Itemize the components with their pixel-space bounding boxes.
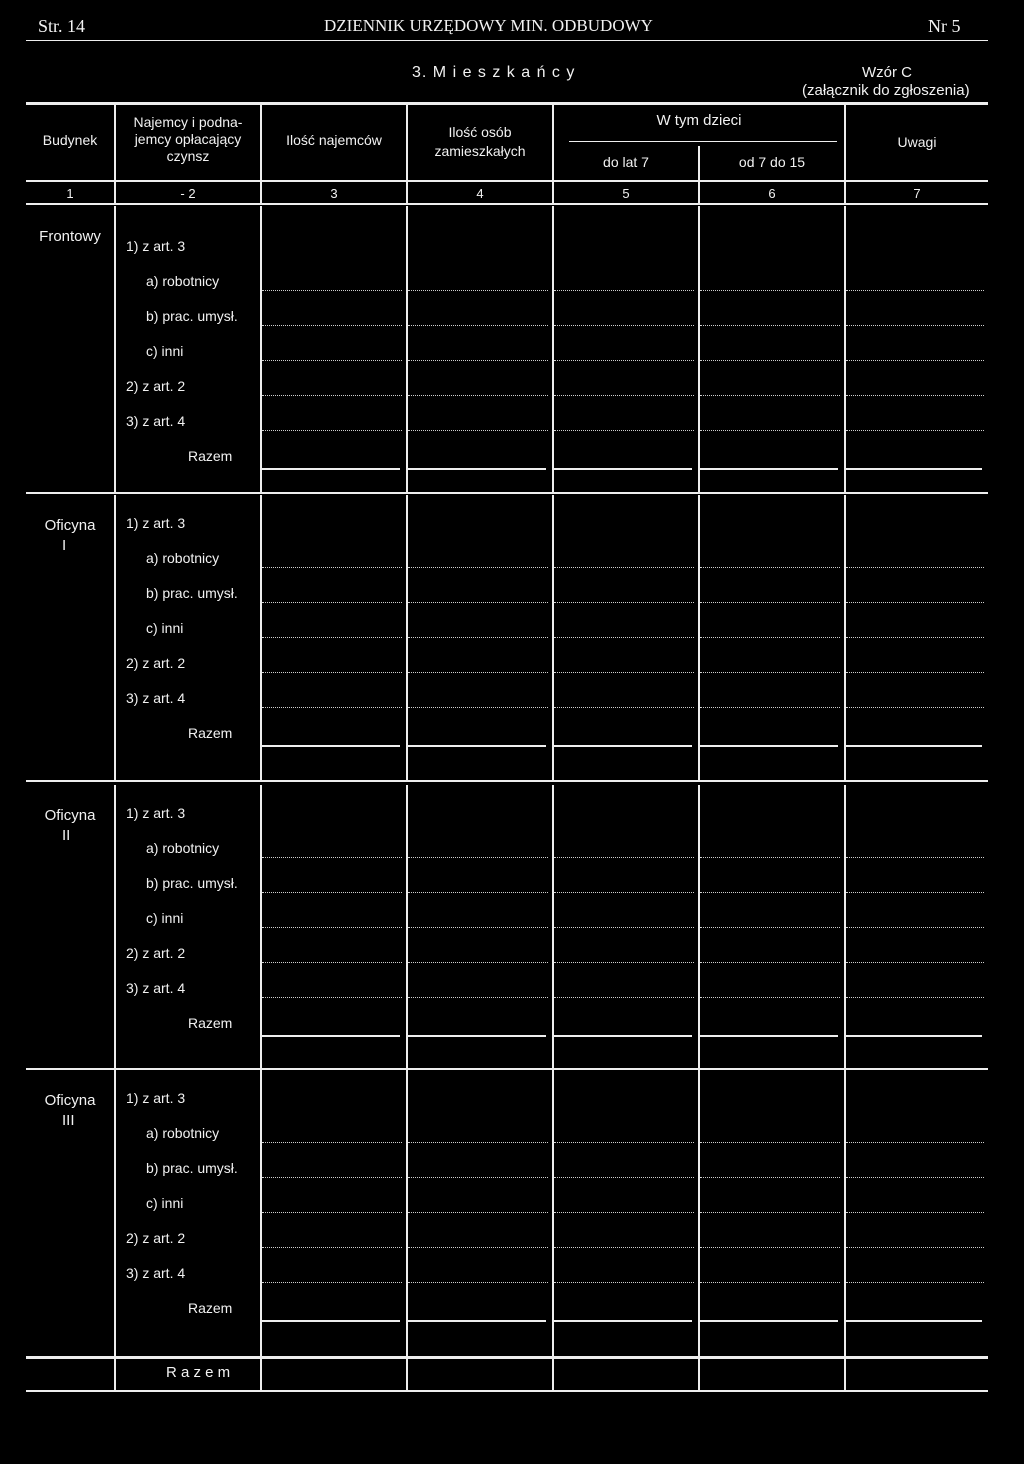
dotted-entry-line[interactable] — [846, 567, 984, 568]
razem-entry-line[interactable] — [408, 1320, 546, 1322]
dotted-entry-line[interactable] — [262, 1247, 402, 1248]
dotted-entry-line[interactable] — [408, 857, 548, 858]
dotted-entry-line[interactable] — [408, 1247, 548, 1248]
row-label-razem: Razem — [188, 1300, 233, 1316]
header-najemcy-line3: czynsz — [166, 148, 210, 164]
col-number-2: - 2 — [180, 186, 196, 201]
section-col-sep-5 — [698, 1070, 700, 1356]
row-label-prac_umysl: b) prac. umysł. — [146, 585, 238, 601]
dotted-entry-line[interactable] — [846, 1177, 984, 1178]
dotted-entry-line[interactable] — [408, 290, 548, 291]
dotted-entry-line[interactable] — [846, 962, 984, 963]
section-col-sep-3 — [406, 206, 408, 492]
dotted-entry-line[interactable] — [700, 567, 840, 568]
header-najemcy-line1: Najemcy i podna- — [133, 114, 243, 130]
dotted-entry-line[interactable] — [262, 360, 402, 361]
issue-number: Nr 5 — [928, 16, 961, 36]
dotted-entry-line[interactable] — [846, 707, 984, 708]
razem-entry-line[interactable] — [408, 745, 546, 747]
dotted-entry-line[interactable] — [700, 325, 840, 326]
row-label-art4: 3) z art. 4 — [126, 980, 186, 996]
grand-total-label: R a z e m — [166, 1364, 231, 1381]
dotted-entry-line[interactable] — [262, 672, 402, 673]
building-name: Oficyna — [44, 1092, 96, 1109]
dotted-entry-line[interactable] — [700, 637, 840, 638]
col-number-5: 5 — [622, 186, 630, 201]
dotted-entry-line[interactable] — [554, 962, 694, 963]
dotted-entry-line[interactable] — [700, 927, 840, 928]
section-col-sep-1 — [114, 785, 116, 1068]
dotted-entry-line[interactable] — [408, 430, 548, 431]
row-label-art3: 1) z art. 3 — [126, 238, 186, 254]
dotted-entry-line[interactable] — [554, 290, 694, 291]
row-label-inni: c) inni — [146, 1195, 184, 1211]
dotted-entry-line[interactable] — [700, 602, 840, 603]
dotted-entry-line[interactable] — [700, 430, 840, 431]
col-number-7: 7 — [913, 186, 921, 201]
dotted-entry-line[interactable] — [408, 707, 548, 708]
journal-title: DZIENNIK URZĘDOWY MIN. ODBUDOWY — [324, 16, 653, 35]
razem-entry-line[interactable] — [700, 1320, 838, 1322]
dotted-entry-line[interactable] — [408, 1212, 548, 1213]
dotted-entry-line[interactable] — [554, 857, 694, 858]
razem-entry-line[interactable] — [700, 1035, 838, 1037]
section-col-sep-3 — [406, 1070, 408, 1356]
dotted-entry-line[interactable] — [262, 997, 402, 998]
form-model: Wzór C — [862, 64, 912, 81]
total-col-sep-5 — [698, 1358, 700, 1390]
razem-entry-line[interactable] — [554, 745, 692, 747]
header-rule — [26, 40, 988, 41]
dotted-entry-line[interactable] — [408, 1177, 548, 1178]
row-label-robotnicy: a) robotnicy — [146, 550, 220, 566]
dotted-entry-line[interactable] — [554, 1142, 694, 1143]
dotted-entry-line[interactable] — [554, 360, 694, 361]
form-attachment-note: (załącznik do zgłoszenia) — [802, 82, 970, 99]
dotted-entry-line[interactable] — [700, 1247, 840, 1248]
dotted-entry-line[interactable] — [846, 1212, 984, 1213]
dotted-entry-line[interactable] — [554, 395, 694, 396]
razem-entry-line[interactable] — [846, 745, 982, 747]
col-number-3: 3 — [330, 186, 338, 201]
dotted-entry-line[interactable] — [846, 997, 984, 998]
header-ilosc-najemcow: Ilość najemców — [286, 132, 382, 148]
section-col-sep-1 — [114, 1070, 116, 1356]
razem-entry-line[interactable] — [700, 468, 838, 470]
children-subheader-rule — [569, 141, 837, 142]
dotted-entry-line[interactable] — [408, 325, 548, 326]
razem-entry-line[interactable] — [846, 1035, 982, 1037]
section-col-sep-1 — [114, 206, 116, 492]
dotted-entry-line[interactable] — [262, 637, 402, 638]
total-col-sep-6 — [844, 1358, 846, 1390]
section-bottom-rule — [26, 492, 988, 494]
dotted-entry-line[interactable] — [846, 1142, 984, 1143]
total-col-sep-3 — [406, 1358, 408, 1390]
dotted-entry-line[interactable] — [262, 927, 402, 928]
dotted-entry-line[interactable] — [262, 707, 402, 708]
dotted-entry-line[interactable] — [700, 672, 840, 673]
dotted-entry-line[interactable] — [554, 1212, 694, 1213]
section-col-sep-5 — [698, 206, 700, 492]
header-najemcy-line2: jemcy opłacający — [134, 131, 242, 147]
dotted-entry-line[interactable] — [408, 395, 548, 396]
dotted-entry-line[interactable] — [262, 290, 402, 291]
row-label-robotnicy: a) robotnicy — [146, 1125, 220, 1141]
razem-entry-line[interactable] — [262, 1035, 400, 1037]
dotted-entry-line[interactable] — [846, 927, 984, 928]
section-col-sep-4 — [552, 206, 554, 492]
building-number: II — [62, 827, 71, 844]
dotted-entry-line[interactable] — [262, 1282, 402, 1283]
dotted-entry-line[interactable] — [554, 1177, 694, 1178]
dotted-entry-line[interactable] — [700, 962, 840, 963]
dotted-entry-line[interactable] — [554, 927, 694, 928]
dotted-entry-line[interactable] — [846, 395, 984, 396]
dotted-entry-line[interactable] — [408, 672, 548, 673]
dotted-entry-line[interactable] — [554, 567, 694, 568]
dotted-entry-line[interactable] — [554, 1247, 694, 1248]
dotted-entry-line[interactable] — [262, 1212, 402, 1213]
dotted-entry-line[interactable] — [408, 927, 548, 928]
dotted-entry-line[interactable] — [262, 892, 402, 893]
total-col-sep-1 — [114, 1358, 116, 1390]
section-col-sep-4 — [552, 1070, 554, 1356]
dotted-entry-line[interactable] — [554, 892, 694, 893]
total-col-sep-2 — [260, 1358, 262, 1390]
dotted-entry-line[interactable] — [846, 637, 984, 638]
dotted-entry-line[interactable] — [700, 892, 840, 893]
dotted-entry-line[interactable] — [262, 430, 402, 431]
dotted-entry-line[interactable] — [554, 602, 694, 603]
dotted-entry-line[interactable] — [262, 1142, 402, 1143]
row-label-art3: 1) z art. 3 — [126, 515, 186, 531]
page-number: Str. 14 — [38, 16, 86, 36]
dotted-entry-line[interactable] — [846, 892, 984, 893]
dotted-entry-line[interactable] — [846, 672, 984, 673]
dotted-entry-line[interactable] — [846, 360, 984, 361]
header-budynek: Budynek — [42, 132, 98, 148]
col-number-1: 1 — [66, 186, 74, 201]
razem-entry-line[interactable] — [262, 468, 400, 470]
header-uwagi: Uwagi — [897, 134, 937, 150]
dotted-entry-line[interactable] — [554, 325, 694, 326]
dotted-entry-line[interactable] — [700, 707, 840, 708]
dotted-entry-line[interactable] — [554, 672, 694, 673]
building-number: III — [62, 1112, 75, 1129]
razem-entry-line[interactable] — [408, 468, 546, 470]
dotted-entry-line[interactable] — [554, 707, 694, 708]
dotted-entry-line[interactable] — [408, 1142, 548, 1143]
building-name: Oficyna — [44, 517, 96, 534]
dotted-entry-line[interactable] — [408, 360, 548, 361]
header-ilosc-osob-line1: Ilość osób — [448, 124, 512, 140]
dotted-entry-line[interactable] — [700, 1142, 840, 1143]
dotted-entry-line[interactable] — [700, 360, 840, 361]
row-label-art4: 3) z art. 4 — [126, 1265, 186, 1281]
dotted-entry-line[interactable] — [408, 637, 548, 638]
dotted-entry-line[interactable] — [700, 1282, 840, 1283]
dotted-entry-line[interactable] — [262, 395, 402, 396]
row-label-art4: 3) z art. 4 — [126, 690, 186, 706]
row-label-art2: 2) z art. 2 — [126, 655, 186, 671]
razem-entry-line[interactable] — [554, 468, 692, 470]
building-name: Frontowy — [39, 228, 101, 245]
row-label-art3: 1) z art. 3 — [126, 1090, 186, 1106]
dotted-entry-line[interactable] — [700, 290, 840, 291]
row-label-robotnicy: a) robotnicy — [146, 840, 220, 856]
form-title: 3. M i e s z k a ń c y — [412, 64, 576, 81]
dotted-entry-line[interactable] — [408, 892, 548, 893]
razem-entry-line[interactable] — [700, 745, 838, 747]
razem-entry-line[interactable] — [846, 468, 982, 470]
dotted-entry-line[interactable] — [846, 1247, 984, 1248]
row-label-inni: c) inni — [146, 620, 184, 636]
dotted-entry-line[interactable] — [700, 997, 840, 998]
row-label-prac_umysl: b) prac. umysł. — [146, 875, 238, 891]
dotted-entry-line[interactable] — [846, 1282, 984, 1283]
dotted-entry-line[interactable] — [554, 430, 694, 431]
row-label-razem: Razem — [188, 1015, 233, 1031]
row-label-art3: 1) z art. 3 — [126, 805, 186, 821]
row-label-prac_umysl: b) prac. umysł. — [146, 308, 238, 324]
dotted-entry-line[interactable] — [262, 962, 402, 963]
dotted-entry-line[interactable] — [846, 290, 984, 291]
section-bottom-rule — [26, 780, 988, 782]
dotted-entry-line[interactable] — [554, 997, 694, 998]
col-number-4: 4 — [476, 186, 484, 201]
header-ilosc-osob-line2: zamieszkałych — [434, 143, 526, 159]
row-label-art2: 2) z art. 2 — [126, 1230, 186, 1246]
building-name: Oficyna — [44, 807, 96, 824]
row-label-inni: c) inni — [146, 910, 184, 926]
razem-entry-line[interactable] — [554, 1035, 692, 1037]
dotted-entry-line[interactable] — [262, 325, 402, 326]
razem-entry-line[interactable] — [846, 1320, 982, 1322]
dotted-entry-line[interactable] — [408, 602, 548, 603]
row-label-razem: Razem — [188, 448, 233, 464]
dotted-entry-line[interactable] — [700, 857, 840, 858]
dotted-entry-line[interactable] — [554, 1282, 694, 1283]
col-number-6: 6 — [768, 186, 776, 201]
section-col-sep-2 — [260, 1070, 262, 1356]
row-label-art4: 3) z art. 4 — [126, 413, 186, 429]
dotted-entry-line[interactable] — [262, 1177, 402, 1178]
table-bottom-rule — [26, 1390, 988, 1392]
row-label-art2: 2) z art. 2 — [126, 945, 186, 961]
dotted-entry-line[interactable] — [700, 1212, 840, 1213]
section-col-sep-2 — [260, 206, 262, 492]
dotted-entry-line[interactable] — [408, 567, 548, 568]
section-col-sep-6 — [844, 1070, 846, 1356]
dotted-entry-line[interactable] — [846, 602, 984, 603]
dotted-entry-line[interactable] — [262, 857, 402, 858]
row-label-art2: 2) z art. 2 — [126, 378, 186, 394]
dotted-entry-line[interactable] — [846, 430, 984, 431]
total-col-sep-4 — [552, 1358, 554, 1390]
dotted-entry-line[interactable] — [408, 962, 548, 963]
dotted-entry-line[interactable] — [700, 395, 840, 396]
building-number: I — [62, 537, 67, 554]
section-col-sep-6 — [844, 206, 846, 492]
row-label-inni: c) inni — [146, 343, 184, 359]
razem-entry-line[interactable] — [408, 1035, 546, 1037]
razem-entry-line[interactable] — [262, 1320, 400, 1322]
dotted-entry-line[interactable] — [554, 637, 694, 638]
dotted-entry-line[interactable] — [408, 997, 548, 998]
dotted-entry-line[interactable] — [408, 1282, 548, 1283]
header-do-lat-7: do lat 7 — [603, 154, 649, 170]
row-label-razem: Razem — [188, 725, 233, 741]
dotted-entry-line[interactable] — [846, 325, 984, 326]
row-label-robotnicy: a) robotnicy — [146, 273, 220, 289]
razem-entry-line[interactable] — [554, 1320, 692, 1322]
razem-entry-line[interactable] — [262, 745, 400, 747]
row-label-prac_umysl: b) prac. umysł. — [146, 1160, 238, 1176]
dotted-entry-line[interactable] — [262, 602, 402, 603]
header-w-tym-dzieci: W tym dzieci — [656, 112, 742, 129]
dotted-entry-line[interactable] — [700, 1177, 840, 1178]
section-col-sep-1 — [114, 495, 116, 780]
header-od-7-do-15: od 7 do 15 — [738, 154, 806, 170]
dotted-entry-line[interactable] — [262, 567, 402, 568]
dotted-entry-line[interactable] — [846, 857, 984, 858]
